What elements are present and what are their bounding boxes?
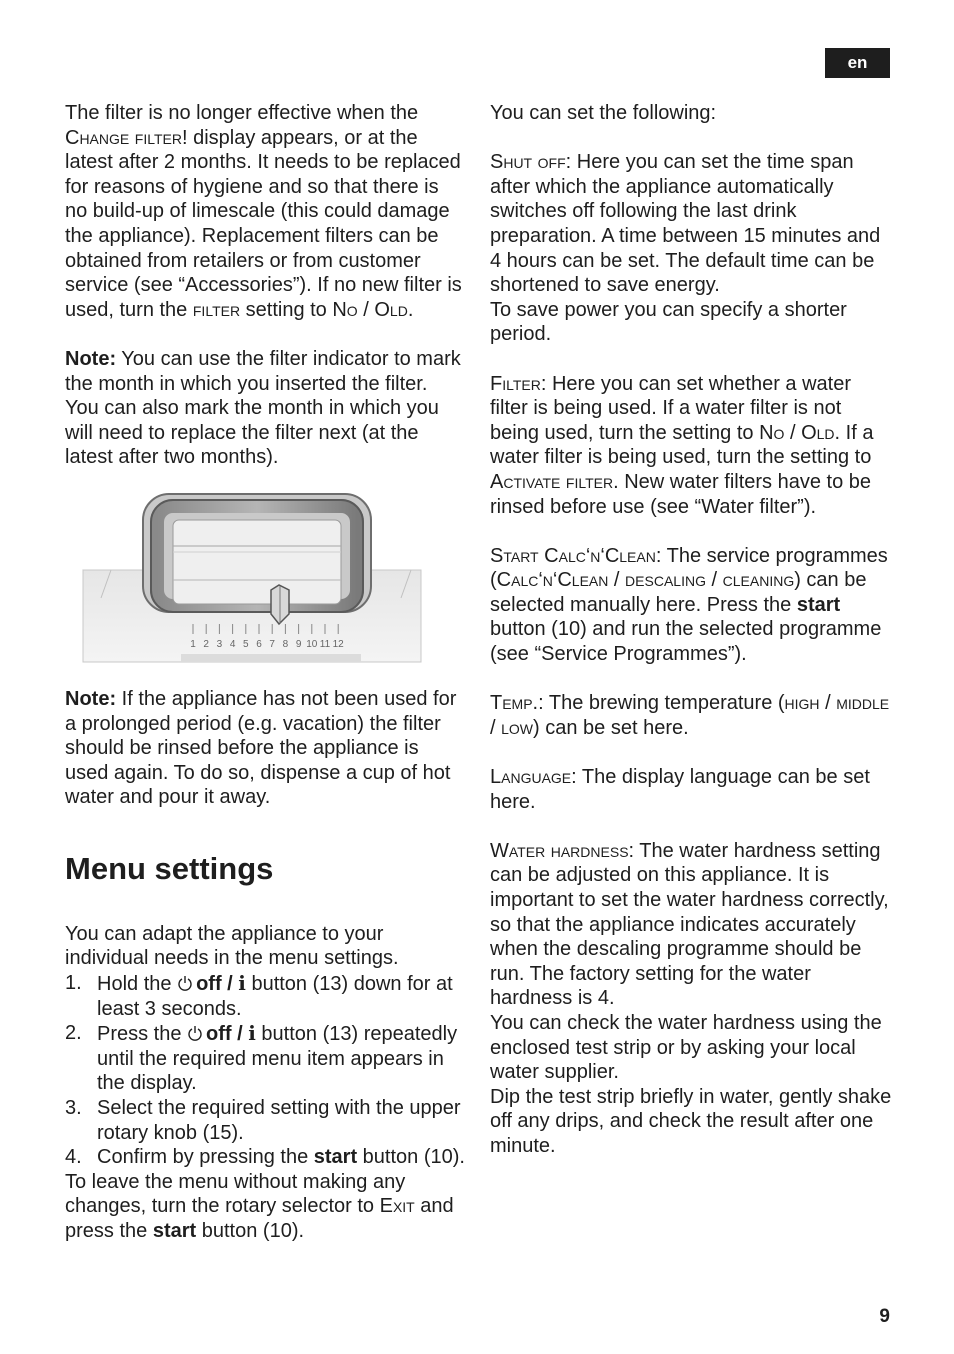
month-label: 5 — [243, 638, 249, 650]
month-label: 4 — [229, 638, 236, 650]
leave-menu-paragraph: To leave the menu without making any changes, turn the rotary selector to Exit and press the start button (10). — [65, 1170, 454, 1242]
month-label: 8 — [282, 638, 289, 650]
month-label: 12 — [332, 638, 344, 650]
month-label: 6 — [256, 638, 262, 650]
month-label: 11 — [319, 638, 331, 650]
shut-off-setting: Shut off: Here you can set the time span after which the appliance automatically switches off following the last drink preparation. A time between 15 minutes and 4 hours can be set. The default time can be shortened to save energy. — [490, 151, 881, 297]
list-item: 4. Confirm by pressing the start button (10). — [65, 1146, 465, 1169]
month-label: 1 — [190, 638, 196, 650]
filter-indicator-illustration — [81, 490, 423, 665]
month-label: 10 — [306, 638, 318, 650]
month-label: 9 — [295, 638, 302, 650]
water-hardness-test-strip: Dip the test strip briefly in water, gently shake off any drips, and check the result after one minute. — [490, 1085, 892, 1157]
water-hardness-setting: Water hardness: The water hardness setting can be adjusted on this appliance. It is important to set the water hardness correctly, so that the appliance indicates accurately when the descaling programme should be run. The factory setting for the water hardness is 4. — [490, 839, 889, 1010]
temperature-setting: Temp.: The brewing temperature (high / middle / low) can be set here. — [490, 692, 890, 739]
language-setting: Language: The display language can be set here. — [490, 766, 870, 813]
note-prolonged-period: Note: If the appliance has not been used for a prolonged period (e.g. vacation) the filter should be rinsed before the appliance is used again. To do so, dispense a cup of hot water and pour it away. — [65, 687, 457, 809]
right-column — [490, 101, 892, 1159]
info-icon: i — [248, 1021, 256, 1046]
menu-settings-heading: Menu settings — [65, 850, 274, 886]
language-tab: en — [825, 48, 890, 78]
note-filter-indicator: Note: You can use the filter indicator to mark the month in which you inserted the filter. You can also mark the month in which you will need to replace the filter next (at the latest after two months). — [65, 347, 461, 469]
list-item: 1. Hold the off / i button (13) down for at least 3 seconds. — [65, 971, 453, 1020]
list-item: 3. Select the required setting with the upper rotary knob (15). — [65, 1097, 461, 1144]
month-label: 3 — [216, 638, 223, 650]
power-icon — [177, 975, 193, 991]
calc-n-clean-setting: Start Calc‘n‘Clean: The service programmes (Calc‘n‘Clean / descaling / cleaning) can be selected manually here. Press the start button (10) and run the selected programme (see “Service Programmes”). — [490, 544, 888, 666]
info-icon: i — [238, 971, 246, 996]
shut-off-power-note: To save power you can specify a shorter period. — [490, 298, 847, 346]
menu-intro: You can adapt the appliance to your individual needs in the menu settings. — [65, 922, 399, 970]
list-item: 2. Press the off / i button (13) repeatedly until the required menu item appears in the display. — [65, 1021, 458, 1095]
filter-paragraph: The filter is no longer effective when the Change filter! display appears, or at the latest after 2 months. It needs to be replaced for reasons of hygiene and so that there is no build-up of limescale (this could damage the appliance). Replacement filters can be obtained from retailers or from customer service (see “Accessories”). If no new filter is used, turn the filter setting to No / Old. — [65, 102, 462, 321]
page-number: 9 — [879, 1306, 890, 1327]
left-column — [65, 101, 465, 1244]
month-label: 2 — [203, 638, 209, 650]
menu-steps-list — [65, 971, 465, 1170]
water-hardness-check: You can check the water hardness using the enclosed test strip or by asking your local water supplier. — [490, 1011, 882, 1084]
settings-intro: You can set the following: — [490, 102, 717, 124]
filter-setting: Filter: Here you can set whether a water filter is being used. If a water filter is not being used, turn the setting to No / Old. If a water filter is being used, turn the setting to Activate filter. New water filters have to be rinsed before use (see “Water filter”). — [490, 372, 874, 518]
power-icon — [187, 1025, 203, 1041]
month-label: 7 — [269, 638, 275, 650]
